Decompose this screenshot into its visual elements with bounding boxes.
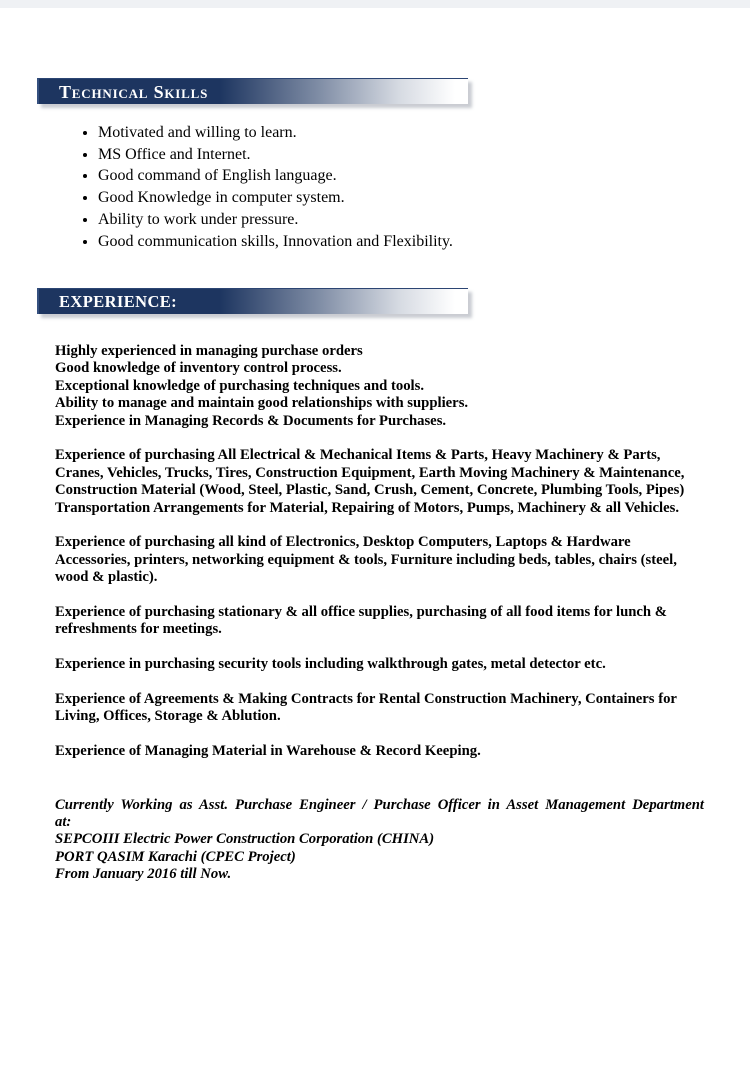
skills-list <box>78 122 678 252</box>
skill-item: • MS Office and Internet. <box>98 144 678 166</box>
technical-skills-header: Technical Skills <box>37 78 468 104</box>
experience-paragraph: Experience of purchasing all kind of Electronics, Desktop Computers, Laptops & Hardware Accessories, printers, networking equipment & tools, Furniture including beds, tables, chairs (steel, wood & plastic). <box>55 534 677 586</box>
experience-paragraph: Experience of purchasing stationary & all office supplies, purchasing of all food items for lunch & refreshments for meetings. <box>55 604 667 638</box>
current-role-line: at: <box>55 814 72 831</box>
current-role-line: Currently Working as Asst. Purchase Engineer / Purchase Officer in Asset Management Department <box>55 796 704 813</box>
highlight-line: Experience in Managing Records & Documents for Purchases. <box>55 412 447 429</box>
current-role-block <box>55 797 704 884</box>
skill-item: • Good command of English language. <box>98 165 678 187</box>
current-role-line: SEPCOIII Electric Power Construction Corporation (CHINA) <box>55 831 435 848</box>
current-role-line: PORT QASIM Karachi (CPEC Project) <box>55 848 296 865</box>
experience-section <box>55 343 704 884</box>
experience-header: EXPERIENCE: <box>37 288 468 314</box>
highlight-line: Good knowledge of inventory control process. <box>55 360 342 377</box>
experience-highlights <box>55 343 704 430</box>
experience-paragraph: Experience in purchasing security tools including walkthrough gates, metal detector etc. <box>55 656 606 673</box>
top-strip <box>0 0 750 8</box>
experience-paragraph: Experience of Agreements & Making Contracts for Rental Construction Machinery, Containers for Living, Offices, Storage & Ablution. <box>55 691 677 725</box>
skill-item: • Good communication skills, Innovation and Flexibility. <box>98 231 678 253</box>
experience-paragraph: Experience of purchasing All Electrical & Mechanical Items & Parts, Heavy Machinery & Parts, Cranes, Vehicles, Trucks, Tires, Construction Equipment, Earth Moving Machinery & Maintenance, Construction Material (Wood, Steel, Plastic, Sand, Crush, Cement, Concrete, Plumbing Tools, Pipes) Transportation Arrangements for Material, Repairing of Motors, Pumps, Machinery & all Vehicles. <box>55 447 685 516</box>
skill-item: • Good Knowledge in computer system. <box>98 187 678 209</box>
highlight-line: Ability to manage and maintain good relationships with suppliers. <box>55 395 469 412</box>
highlight-line: Exceptional knowledge of purchasing techniques and tools. <box>55 377 425 394</box>
highlight-line: Highly experienced in managing purchase orders <box>55 343 363 359</box>
current-role-line: From January 2016 till Now. <box>55 866 232 883</box>
experience-paragraph: Experience of Managing Material in Warehouse & Record Keeping. <box>55 743 481 760</box>
skill-item: • Motivated and willing to learn. <box>98 122 678 144</box>
skill-item: • Ability to work under pressure. <box>98 209 678 231</box>
